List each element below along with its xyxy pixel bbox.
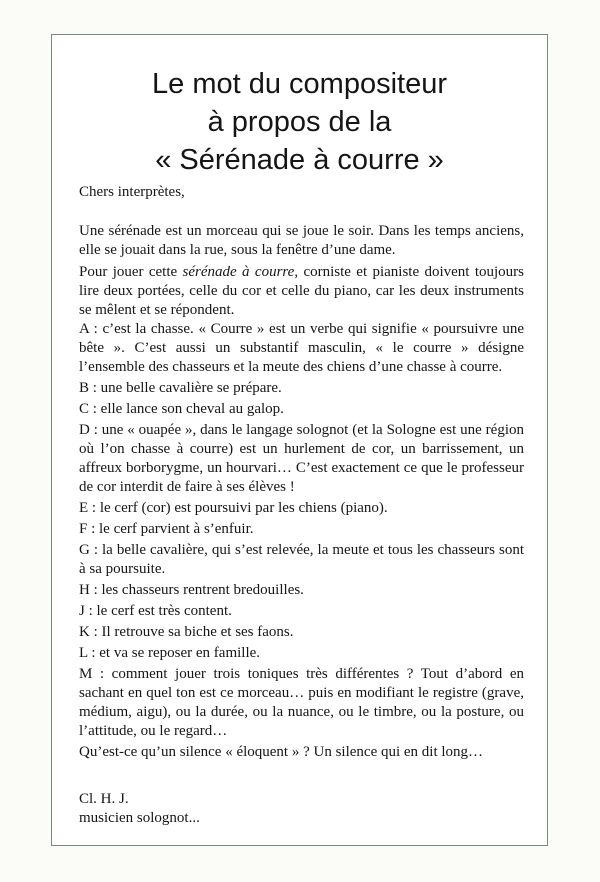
title-line-1: Le mot du compositeur <box>152 68 447 100</box>
signature-title: musicien solognot... <box>79 810 200 826</box>
document-body <box>79 183 524 828</box>
section-item-k: K : Il retrouve sa biche et ses faons. <box>79 624 294 640</box>
silence-question: Qu’est-ce qu’un silence « éloquent » ? Un silence qui en dit long… <box>79 744 484 760</box>
section-item-l: L : et va se reposer en famille. <box>79 645 261 661</box>
greeting: Chers interprètes, <box>79 184 185 200</box>
section-item-e: E : le cerf (cor) est poursuivi par les chiens (piano). <box>79 500 388 516</box>
document-title <box>52 65 547 179</box>
section-item-f: F : le cerf parvient à s’enfuir. <box>79 521 254 537</box>
intro-p2-start: Pour jouer cette <box>79 264 183 280</box>
document-frame <box>51 34 548 846</box>
signature-initials: Cl. H. J. <box>79 791 129 807</box>
title-line-2: à propos de la <box>207 106 392 138</box>
section-item-d: D : une « ouapée », dans le langage solognot (et la Sologne est une région où l’on chasse à courre) est un hurlement de cor, un barrissement, un affreux borborygme, un hourvari… C’est exactement ce que le professeur de cor interdit de faire à ses élèves ! <box>79 422 524 495</box>
intro-p2-end: , corniste et pianiste doivent toujours lire deux portées, celle du cor et celle du piano, car les deux instruments se mêlent et se répondent. <box>79 264 524 318</box>
intro-paragraph-1: Une sérénade est un morceau qui se joue le soir. Dans les temps anciens, elle se jouait dans la rue, sous la fenêtre d’une dame. <box>79 223 524 258</box>
section-item-j: J : le cerf est très content. <box>79 603 232 619</box>
title-line-3: « Sérénade à courre » <box>155 144 444 176</box>
section-item-c: C : elle lance son cheval au galop. <box>79 401 284 417</box>
section-item-a: A : c’est la chasse. « Courre » est un verbe qui signifie « poursuivre une bête ». C’est aussi un substantif masculin, « le courre » désigne l’ensemble des chasseurs et la meute des chiens d’une chasse à courre. <box>79 321 524 375</box>
intro-p2-emphasis: sérénade à courre <box>182 264 295 280</box>
intro-paragraph-2 <box>79 263 524 320</box>
section-item-h: H : les chasseurs rentrent bredouilles. <box>79 582 304 598</box>
section-item-m: M : comment jouer trois toniques très différentes ? Tout d’abord en sachant en quel ton est ce morceau… puis en modifiant le registre (grave, médium, aigu), ou la durée, ou la nuance, ou le timbre, ou la posture, ou l’attitude, ou le regard… <box>79 666 524 739</box>
section-item-g: G : la belle cavalière, qui s’est relevée, la meute et tous les chasseurs sont à sa poursuite. <box>79 542 524 577</box>
section-item-b: B : une belle cavalière se prépare. <box>79 380 282 396</box>
